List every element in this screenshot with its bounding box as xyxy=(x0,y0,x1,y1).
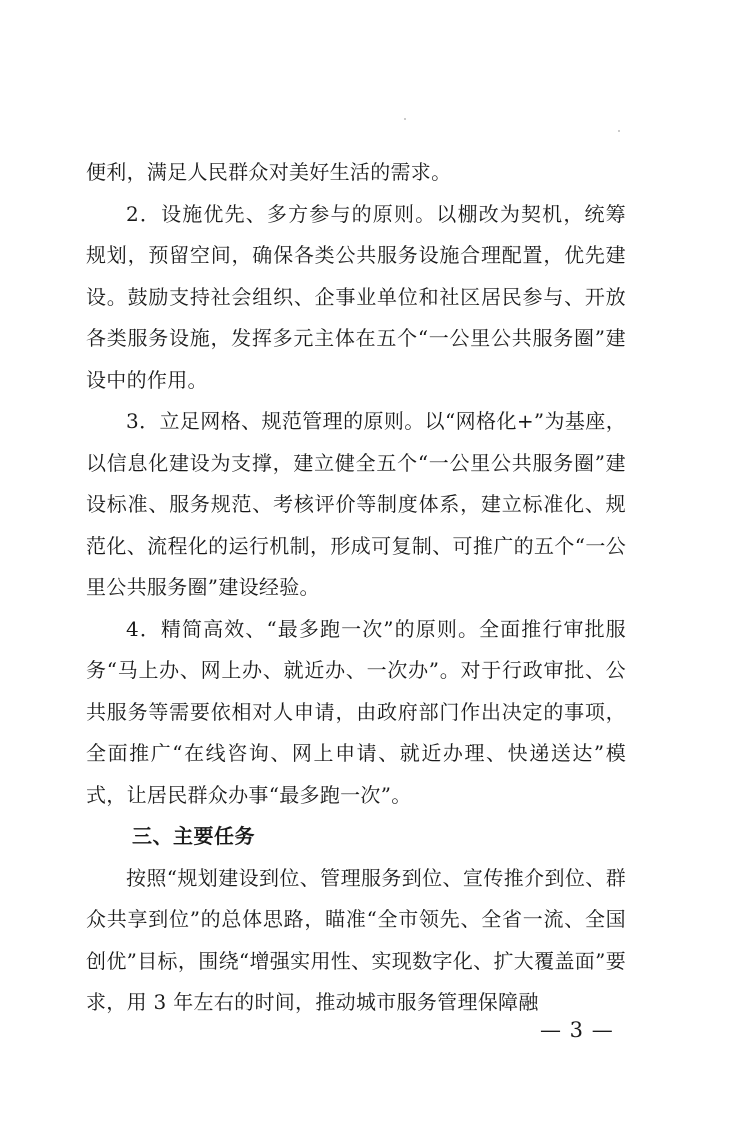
section-heading: 三、主要任务 xyxy=(132,824,255,848)
scan-speck xyxy=(404,118,406,120)
principle-paragraph-2: 2．设施优先、多方参与的原则。以棚改为契机，统筹规划，预留空间，确保各类公共服务设施合理配置，优先建设。鼓励支持社会组织、企事业单位和社区居民参与、开放各类服务设施，发挥多元主体在五个“一公里公共服务圈”建设中的作用。 xyxy=(86,201,626,392)
scan-speck xyxy=(618,130,620,132)
section-paragraph: 按照“规划建设到位、管理服务到位、宣传推介到位、群众共享到位”的总体思路，瞄准“全市领先、全省一流、全国创优”目标，围绕“增强实用性、实现数字化、扩大覆盖面”要求，用 3 年左右的时间，推动城市服务管理保障融 xyxy=(86,865,626,1014)
principle-paragraph-4: 4．精简高效、“最多跑一次”的原则。全面推行审批服务“马上办、网上办、就近办、一次办”。对于行政审批、公共服务等需要依相对人申请，由政府部门作出决定的事项，全面推广“在线咨询、网上申请、就近办理、快递送达”模式，让居民群众办事“最多跑一次”。 xyxy=(86,616,626,807)
page-number: — 3 — xyxy=(540,1018,614,1042)
principle-paragraph-3: 3．立足网格、规范管理的原则。以“网格化+”为基座，以信息化建设为支撑，建立健全五个“一公里公共服务圈”建设标准、服务规范、考核评价等制度体系，建立标准化、规范化、流程化的运行机制，形成可复制、可推广的五个“一公里公共服务圈”建设经验。 xyxy=(86,409,626,599)
document-body xyxy=(86,152,626,1024)
paragraph-continuation: 便利，满足人民群众对美好生活的需求。 xyxy=(86,160,452,184)
